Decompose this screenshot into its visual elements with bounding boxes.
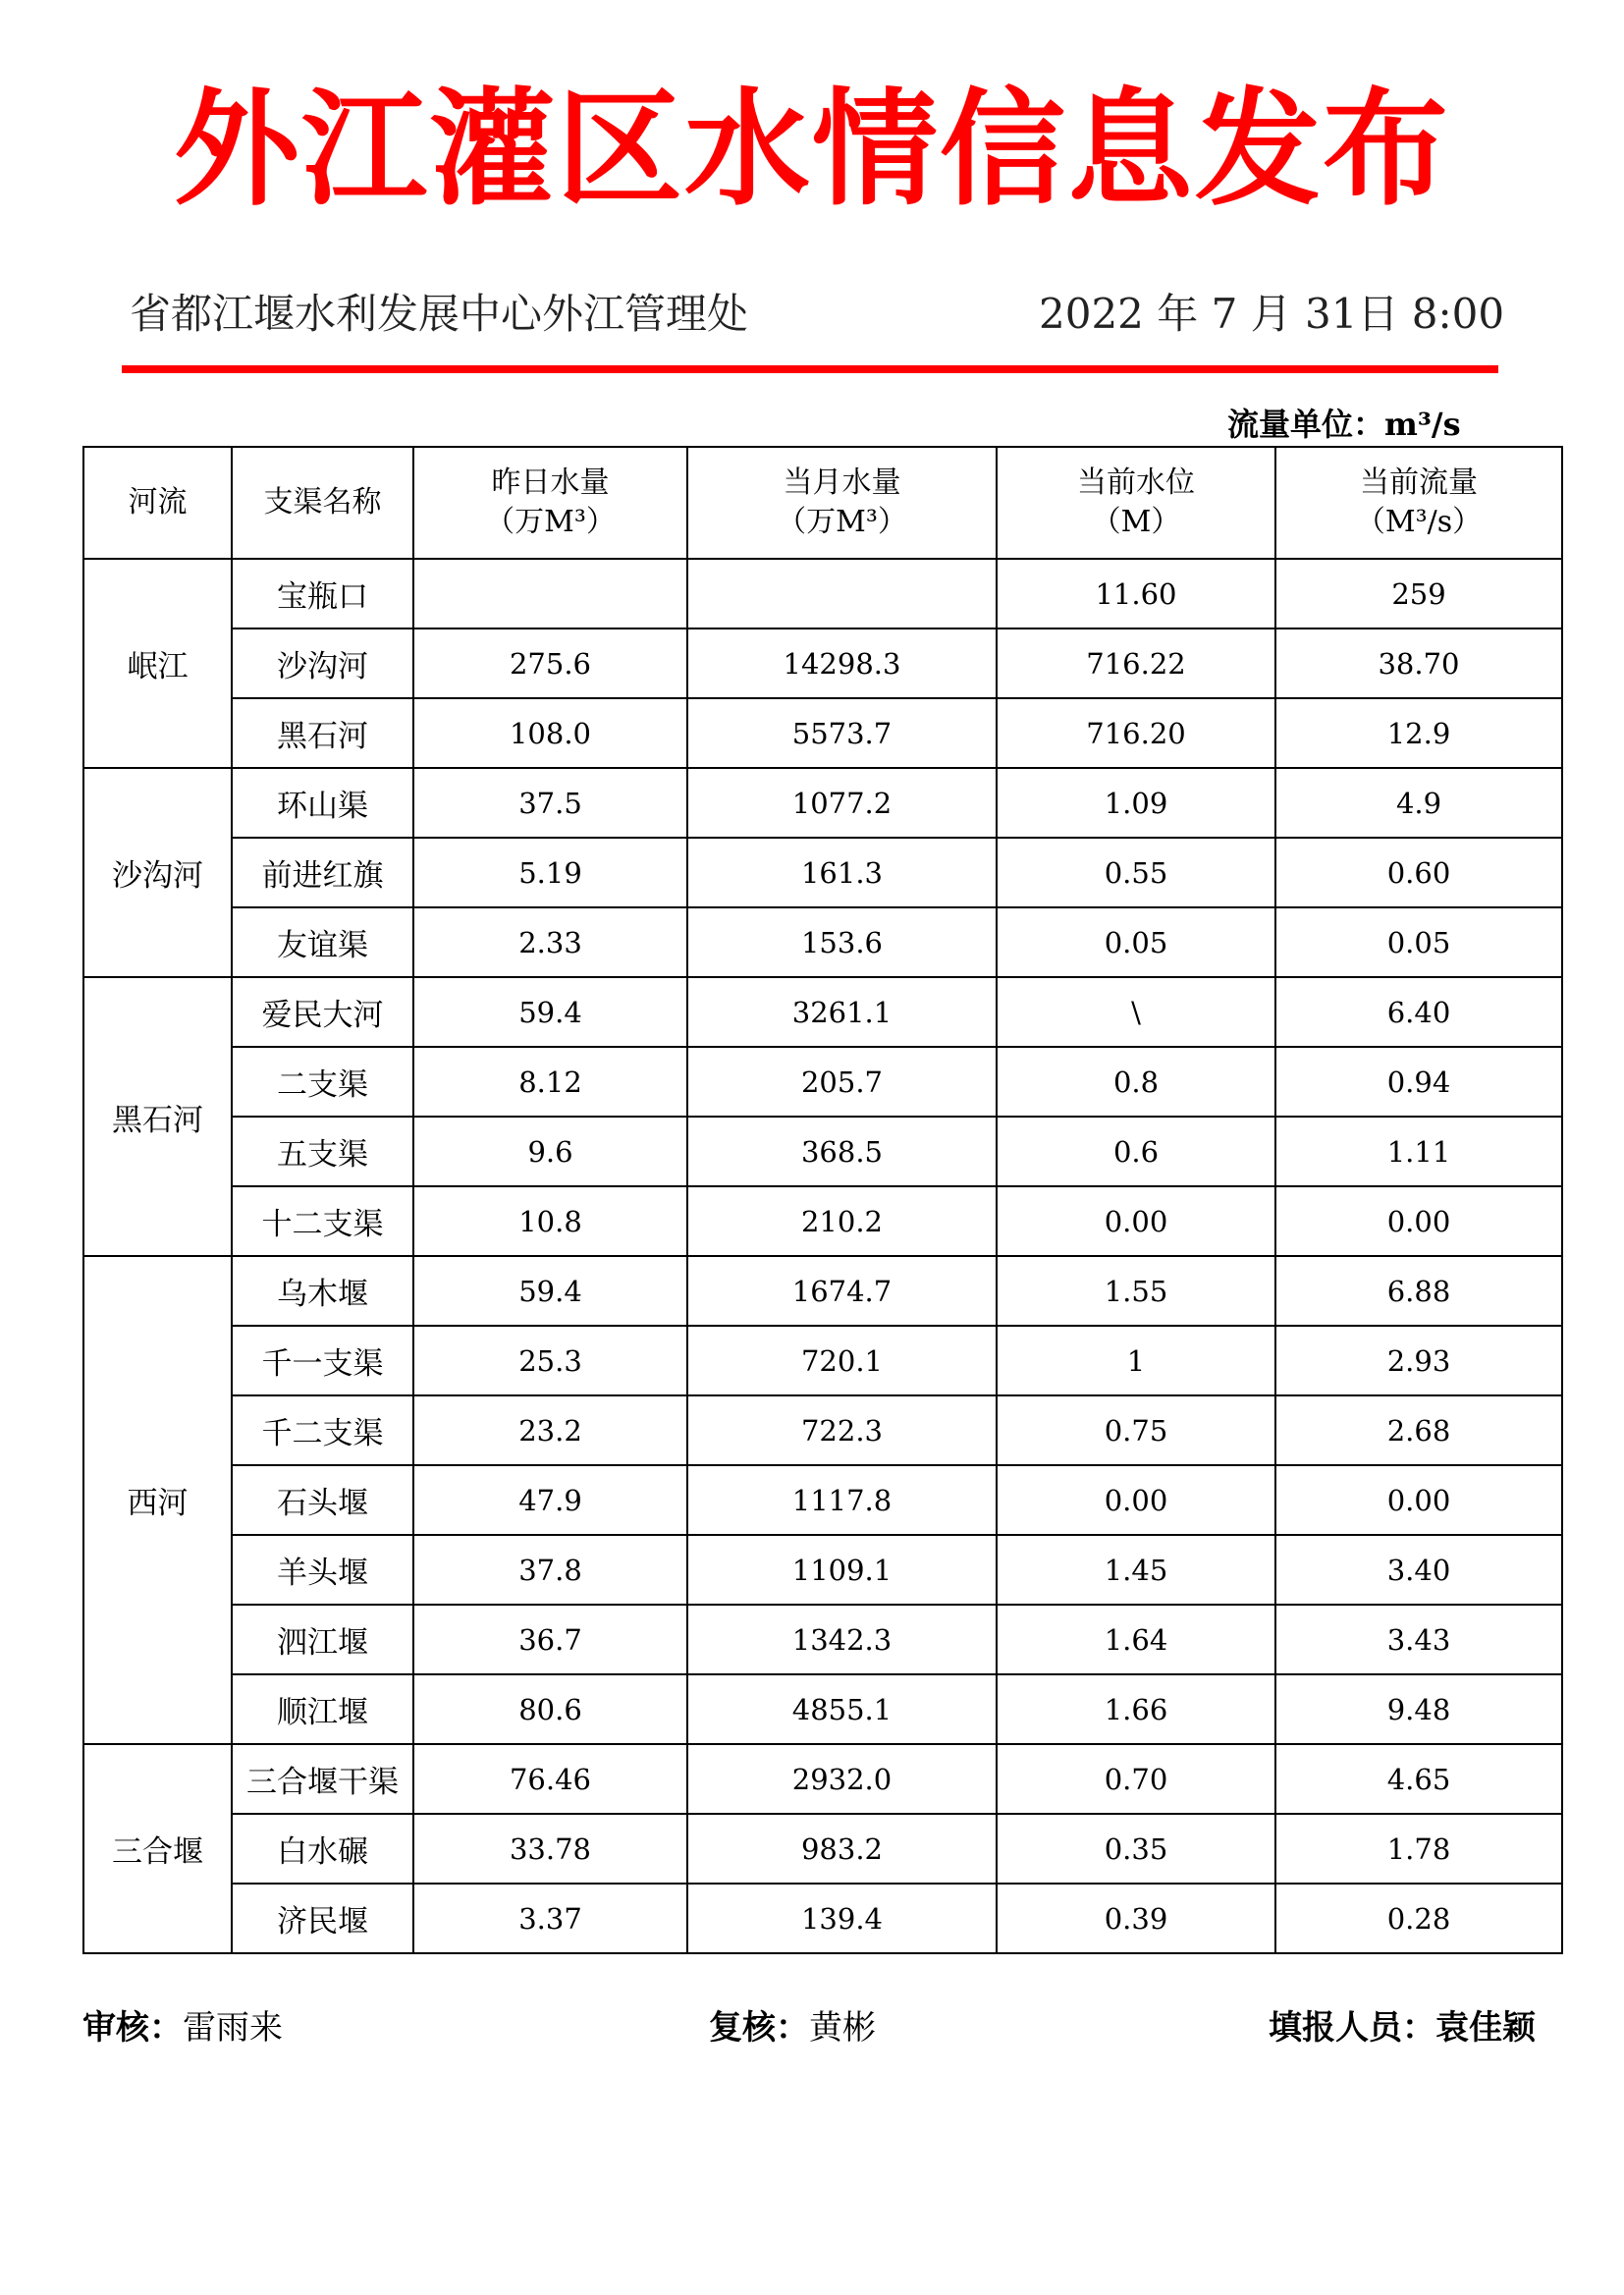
month-volume: 722.3	[687, 1395, 997, 1465]
header-flow-label: 当前流量	[1360, 465, 1478, 500]
flow-rate: 0.94	[1275, 1047, 1562, 1117]
water-level: 0.8	[997, 1047, 1275, 1117]
water-data-table	[82, 446, 1563, 1954]
table-row	[83, 1674, 1562, 1744]
table-row	[83, 1814, 1562, 1884]
flow-rate: 0.05	[1275, 907, 1562, 977]
rechecker-name: 黄彬	[809, 2008, 876, 2048]
yesterday-volume: 8.12	[413, 1047, 687, 1117]
header-river: 河流	[83, 447, 232, 559]
month-volume: 205.7	[687, 1047, 997, 1117]
flow-rate: 0.00	[1275, 1465, 1562, 1535]
reporter-name: 袁佳颖	[1435, 2008, 1536, 2048]
yesterday-volume: 76.46	[413, 1744, 687, 1814]
yesterday-volume: 59.4	[413, 1256, 687, 1326]
header-month	[687, 447, 997, 559]
yesterday-volume	[413, 559, 687, 628]
water-level: 716.22	[997, 628, 1275, 698]
reviewer-signature	[82, 2003, 283, 2052]
canal-name: 沙沟河	[232, 628, 413, 698]
month-volume: 4855.1	[687, 1674, 997, 1744]
month-volume: 3261.1	[687, 977, 997, 1047]
water-level: 1	[997, 1326, 1275, 1395]
canal-name: 羊头堰	[232, 1535, 413, 1605]
table-header-row	[83, 447, 1562, 559]
canal-name: 济民堰	[232, 1884, 413, 1953]
header-yesterday-label: 昨日水量	[491, 465, 610, 500]
header-yesterday-unit: （万M³）	[485, 505, 616, 539]
table-row	[83, 1465, 1562, 1535]
canal-name: 友谊渠	[232, 907, 413, 977]
month-volume	[687, 559, 997, 628]
table-row	[83, 838, 1562, 907]
reporter-signature	[1269, 2003, 1536, 2052]
month-volume: 139.4	[687, 1884, 997, 1953]
flow-rate: 1.78	[1275, 1814, 1562, 1884]
month-volume: 2932.0	[687, 1744, 997, 1814]
yesterday-volume: 36.7	[413, 1605, 687, 1674]
yesterday-volume: 37.8	[413, 1535, 687, 1605]
month-volume: 14298.3	[687, 628, 997, 698]
table-row	[83, 628, 1562, 698]
table-row	[83, 1326, 1562, 1395]
flow-unit-note: 流量单位：m³/s	[1227, 406, 1461, 443]
header-yesterday	[413, 447, 687, 559]
table-row	[83, 698, 1562, 768]
yesterday-volume: 3.37	[413, 1884, 687, 1953]
flow-rate: 12.9	[1275, 698, 1562, 768]
flow-rate: 0.00	[1275, 1186, 1562, 1256]
yesterday-volume: 37.5	[413, 768, 687, 838]
canal-name: 宝瓶口	[232, 559, 413, 628]
reviewer-name: 雷雨来	[183, 2008, 283, 2048]
flow-rate: 9.48	[1275, 1674, 1562, 1744]
month-volume: 368.5	[687, 1117, 997, 1186]
header-canal: 支渠名称	[232, 447, 413, 559]
water-level: 0.55	[997, 838, 1275, 907]
table-row	[83, 1395, 1562, 1465]
water-level: 716.20	[997, 698, 1275, 768]
water-level: 1.55	[997, 1256, 1275, 1326]
water-level: 1.64	[997, 1605, 1275, 1674]
month-volume: 1117.8	[687, 1465, 997, 1535]
report-datetime: 2022 年 7 月 31日 8:00	[1039, 290, 1505, 338]
flow-rate: 4.9	[1275, 768, 1562, 838]
yesterday-volume: 275.6	[413, 628, 687, 698]
month-volume: 720.1	[687, 1326, 997, 1395]
river-name: 西河	[83, 1256, 232, 1744]
yesterday-volume: 80.6	[413, 1674, 687, 1744]
flow-rate: 3.43	[1275, 1605, 1562, 1674]
table-row	[83, 1186, 1562, 1256]
table-row	[83, 1256, 1562, 1326]
bulletin-title: 外江灌区水情信息发布	[173, 77, 1450, 223]
header-level-label: 当前水位	[1077, 465, 1195, 500]
month-volume: 983.2	[687, 1814, 997, 1884]
flow-rate: 6.40	[1275, 977, 1562, 1047]
reviewer-label: 审核：	[82, 2008, 183, 2048]
agency-name: 省都江堰水利发展中心外江管理处	[130, 290, 749, 338]
water-level: 0.00	[997, 1465, 1275, 1535]
table-row	[83, 559, 1562, 628]
canal-name: 千二支渠	[232, 1395, 413, 1465]
flow-rate: 2.93	[1275, 1326, 1562, 1395]
canal-name: 白水碾	[232, 1814, 413, 1884]
canal-name: 泗江堰	[232, 1605, 413, 1674]
water-level: 1.09	[997, 768, 1275, 838]
month-volume: 1077.2	[687, 768, 997, 838]
yesterday-volume: 108.0	[413, 698, 687, 768]
header-level	[997, 447, 1275, 559]
header-month-unit: （万M³）	[777, 505, 907, 539]
canal-name: 黑石河	[232, 698, 413, 768]
canal-name: 乌木堰	[232, 1256, 413, 1326]
month-volume: 1342.3	[687, 1605, 997, 1674]
canal-name: 二支渠	[232, 1047, 413, 1117]
canal-name: 环山渠	[232, 768, 413, 838]
water-level: \	[997, 977, 1275, 1047]
flow-rate: 1.11	[1275, 1117, 1562, 1186]
table-row	[83, 977, 1562, 1047]
water-level: 0.75	[997, 1395, 1275, 1465]
table-row	[83, 1117, 1562, 1186]
water-level: 11.60	[997, 559, 1275, 628]
water-level: 0.39	[997, 1884, 1275, 1953]
flow-rate: 38.70	[1275, 628, 1562, 698]
table-row	[83, 768, 1562, 838]
header-level-unit: （M）	[1091, 505, 1181, 539]
yesterday-volume: 25.3	[413, 1326, 687, 1395]
table-row	[83, 1605, 1562, 1674]
flow-rate: 6.88	[1275, 1256, 1562, 1326]
month-volume: 153.6	[687, 907, 997, 977]
yesterday-volume: 59.4	[413, 977, 687, 1047]
water-level: 0.05	[997, 907, 1275, 977]
flow-rate: 3.40	[1275, 1535, 1562, 1605]
river-name: 沙沟河	[83, 768, 232, 977]
river-name: 三合堰	[83, 1744, 232, 1953]
canal-name: 十二支渠	[232, 1186, 413, 1256]
canal-name: 五支渠	[232, 1117, 413, 1186]
header-month-label: 当月水量	[783, 465, 901, 500]
flow-rate: 4.65	[1275, 1744, 1562, 1814]
table-row	[83, 1884, 1562, 1953]
rechecker-signature	[709, 2003, 876, 2052]
canal-name: 顺江堰	[232, 1674, 413, 1744]
yesterday-volume: 23.2	[413, 1395, 687, 1465]
table-body	[83, 559, 1562, 1953]
water-level: 0.6	[997, 1117, 1275, 1186]
table-row	[83, 1744, 1562, 1814]
water-level: 1.45	[997, 1535, 1275, 1605]
month-volume: 1674.7	[687, 1256, 997, 1326]
month-volume: 5573.7	[687, 698, 997, 768]
flow-rate: 259	[1275, 559, 1562, 628]
canal-name: 爱民大河	[232, 977, 413, 1047]
yesterday-volume: 47.9	[413, 1465, 687, 1535]
river-name: 岷江	[83, 559, 232, 768]
month-volume: 210.2	[687, 1186, 997, 1256]
title-divider	[122, 365, 1498, 373]
rechecker-label: 复核：	[709, 2008, 809, 2048]
table-row	[83, 1047, 1562, 1117]
yesterday-volume: 5.19	[413, 838, 687, 907]
header-flow	[1275, 447, 1562, 559]
canal-name: 石头堰	[232, 1465, 413, 1535]
water-level: 1.66	[997, 1674, 1275, 1744]
flow-rate: 2.68	[1275, 1395, 1562, 1465]
yesterday-volume: 9.6	[413, 1117, 687, 1186]
water-level: 0.35	[997, 1814, 1275, 1884]
yesterday-volume: 2.33	[413, 907, 687, 977]
canal-name: 千一支渠	[232, 1326, 413, 1395]
water-level: 0.00	[997, 1186, 1275, 1256]
water-level: 0.70	[997, 1744, 1275, 1814]
canal-name: 前进红旗	[232, 838, 413, 907]
flow-rate: 0.28	[1275, 1884, 1562, 1953]
table-row	[83, 907, 1562, 977]
month-volume: 161.3	[687, 838, 997, 907]
canal-name: 三合堰干渠	[232, 1744, 413, 1814]
reporter-label: 填报人员：	[1269, 2008, 1435, 2048]
table-row	[83, 1535, 1562, 1605]
flow-rate: 0.60	[1275, 838, 1562, 907]
river-name: 黑石河	[83, 977, 232, 1256]
yesterday-volume: 33.78	[413, 1814, 687, 1884]
header-flow-unit: （M³/s）	[1355, 505, 1483, 539]
month-volume: 1109.1	[687, 1535, 997, 1605]
yesterday-volume: 10.8	[413, 1186, 687, 1256]
